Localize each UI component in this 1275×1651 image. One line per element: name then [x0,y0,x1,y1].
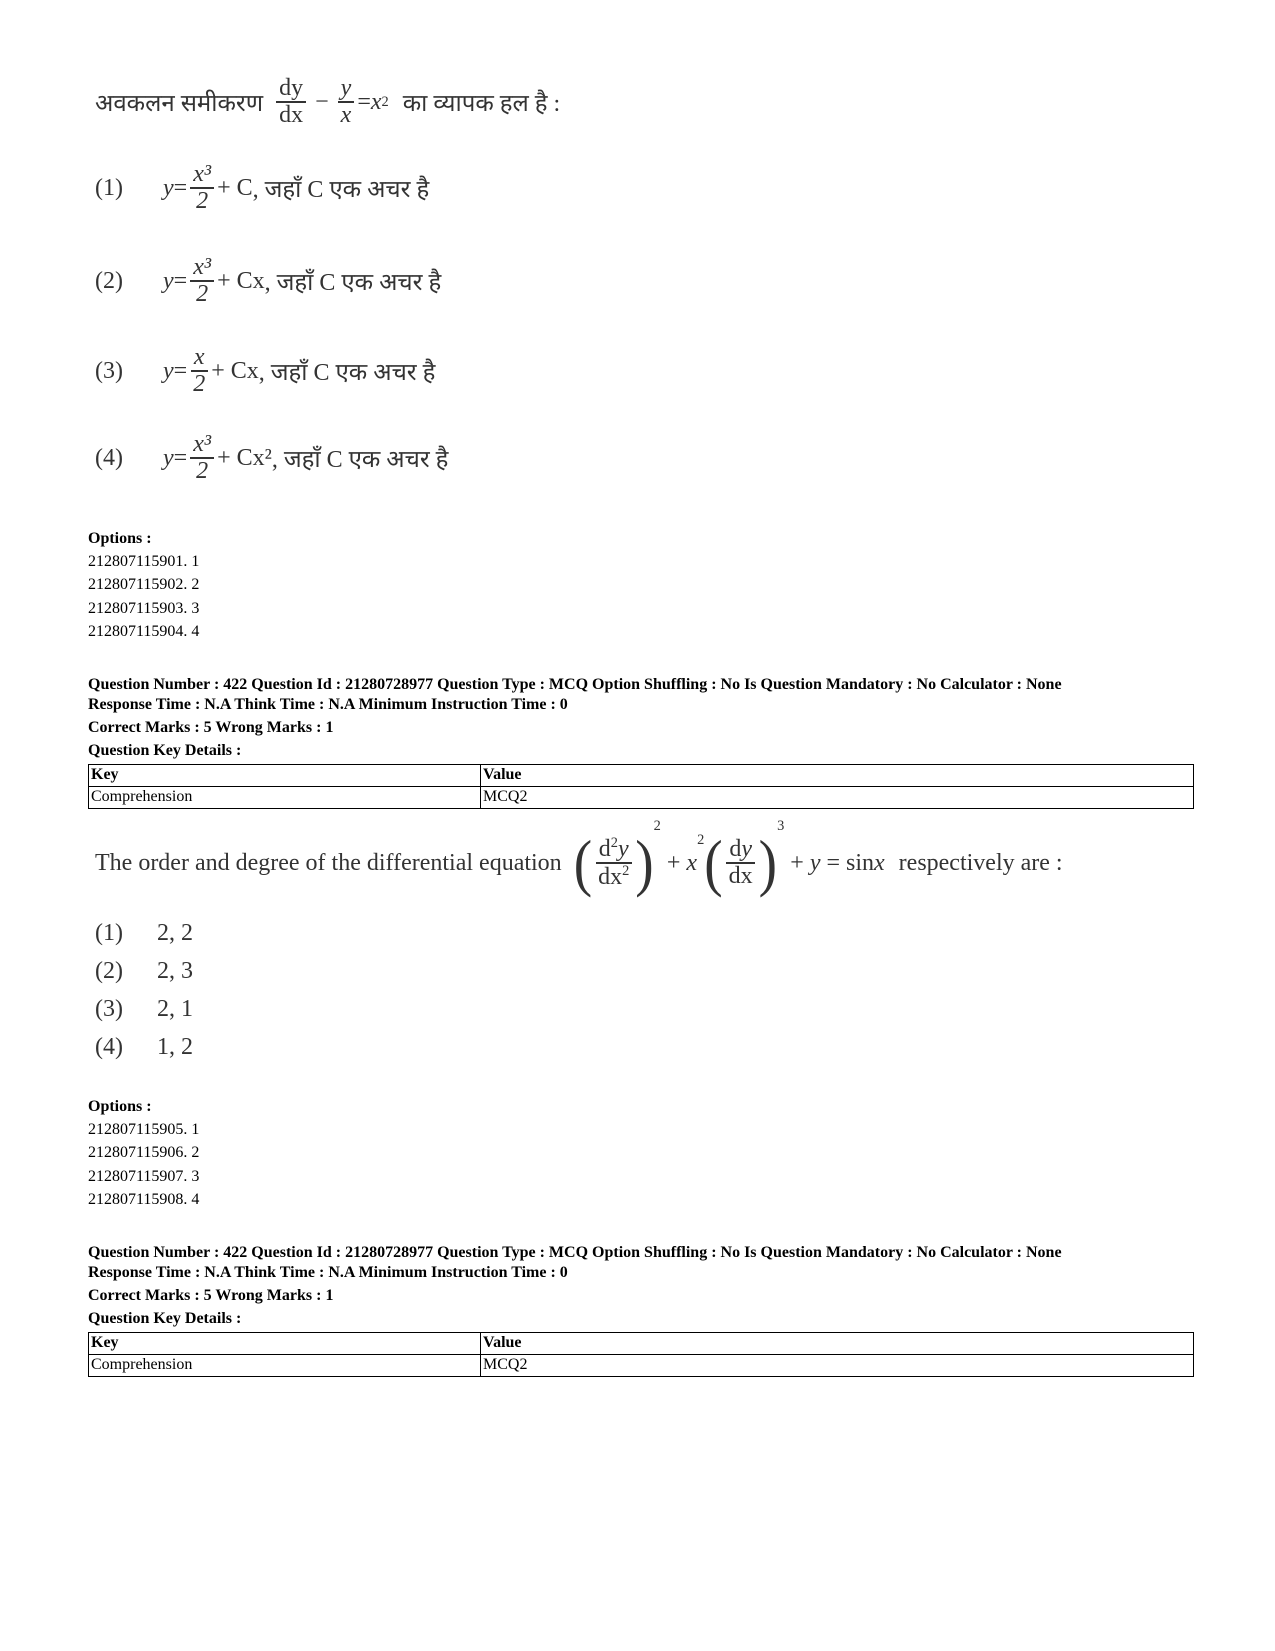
q2-option-2: 212807115906. 2 [88,1144,200,1161]
q1-stem: अवकलन समीकरण $\frac{dy}{dx}$ − $\frac{y}{x}$ = x 2 का व्यापक हल है : [95,75,561,129]
choice-frac-den: 2 [193,371,206,398]
dy-dx-fraction: $\frac{dy}{dx}$ [276,76,306,128]
q1-option-2: 212807115902. 2 [88,576,200,593]
table-header-row [89,765,1194,787]
q1-stem-suffix: का व्यापक हल है : [402,90,561,117]
table-header-key: Key [89,765,481,787]
choice-frac-den: 2 [196,281,209,308]
choice-tail: , जहाँ C एक अचर है [252,176,430,203]
choice-y: y [163,267,174,294]
key-details-label: Question Key Details : [88,742,242,759]
choice-number: (2) [95,267,123,294]
q1-stem-prefix: अवकलन समीकरण [95,90,264,117]
choice-text: 2, 1 [157,996,193,1022]
q2-option-1: 212807115905. 1 [88,1121,200,1138]
dy-dx-fraction-2: $\frac{dy}{dx}$ [726,837,756,889]
q2-choice-4 [95,1034,193,1061]
key-details-table [88,1332,1194,1377]
table-header-row [89,1333,1194,1355]
q2-choice-2 [95,958,193,985]
table-header-value: Value [481,1333,1194,1355]
table-header-value: Value [481,765,1194,787]
choice-frac-den: 2 [196,458,209,485]
q1-choice-4 [95,432,448,484]
choice-term: + Cx [211,357,259,384]
q2-choice-1 [95,920,193,947]
marks-line: Correct Marks : 5 Wrong Marks : 1 [88,1287,334,1304]
choice-number: (3) [95,996,123,1022]
choice-equals: = [173,174,188,201]
table-header-key: Key [89,1333,481,1355]
choice-frac-den: 2 [196,188,209,215]
choice-term: + C [217,174,253,201]
choice-number: (4) [95,444,123,471]
choice-text: 1, 2 [157,1034,193,1060]
choice-frac-num: x [191,345,208,372]
choice-y: y [163,357,174,384]
choice-number: (3) [95,357,123,384]
table-cell-key: Comprehension [89,787,481,809]
choice-term: + Cx² [217,444,272,471]
choice-frac-num: x³ [190,162,214,189]
choice-term: + Cx [217,267,265,294]
q1-choice-2 [95,255,441,307]
q1-choice-1 [95,162,429,214]
q1-option-3: 212807115903. 3 [88,600,200,617]
q2-option-4: 212807115908. 4 [88,1191,200,1208]
choice-text: 2, 3 [157,958,193,984]
choice-y: y [163,444,174,471]
q2-stem-suffix: respectively are : [898,849,1063,876]
table-cell-key: Comprehension [89,1355,481,1377]
choice-number: (1) [95,920,123,946]
choice-equals: = [173,444,188,471]
choice-equals: = [173,267,188,294]
table-row [89,787,1194,809]
q2-options-label: Options : [88,1098,152,1115]
table-cell-value: MCQ2 [481,1355,1194,1377]
choice-frac-num: x³ [190,255,214,282]
question-meta-line1: Question Number : 422 Question Id : 21280728977 Question Type : MCQ Option Shuffling : No Is Question Mandatory : No Calculator : None [88,1244,1062,1261]
choice-text: 2, 2 [157,920,193,946]
y-over-x-fraction: $\frac{y}{x}$ [338,76,355,128]
choice-number: (4) [95,1034,123,1060]
q1-options-label: Options : [88,530,152,547]
choice-equals: = [173,357,188,384]
q2-stem: The order and degree of the differential equation ( $\frac{d^2y}{dx^2}$ ) $^2$ + x 2 ( $\frac{dy}{dx}$ ) $^3$ + y = sinx respectively are : [95,818,1063,898]
q2-stem-prefix: The order and degree of the differential equation [95,849,562,876]
key-details-table [88,764,1194,809]
question-meta-line1: Question Number : 422 Question Id : 21280728977 Question Type : MCQ Option Shuffling : No Is Question Mandatory : No Calculator : None [88,676,1062,693]
q1-choice-3 [95,345,435,397]
q1-option-4: 212807115904. 4 [88,623,200,640]
choice-tail: , जहाँ C एक अचर है [271,446,449,473]
q2-option-3: 212807115907. 3 [88,1168,200,1185]
question-meta-line2: Response Time : N.A Think Time : N.A Minimum Instruction Time : 0 [88,1264,568,1281]
choice-y: y [163,174,174,201]
choice-frac-num: x³ [190,432,214,459]
choice-tail: , जहाँ C एक अचर है [258,359,436,386]
table-cell-value: MCQ2 [481,787,1194,809]
q1-option-1: 212807115901. 1 [88,553,200,570]
choice-tail: , जहाँ C एक अचर है [264,269,442,296]
marks-line: Correct Marks : 5 Wrong Marks : 1 [88,719,334,736]
choice-number: (1) [95,174,123,201]
q2-choice-3 [95,996,193,1023]
d2y-dx2-fraction: $\frac{d^2y}{dx^2}$ [595,836,632,890]
table-row [89,1355,1194,1377]
question-meta-line2: Response Time : N.A Think Time : N.A Minimum Instruction Time : 0 [88,696,568,713]
key-details-label: Question Key Details : [88,1310,242,1327]
choice-number: (2) [95,958,123,984]
